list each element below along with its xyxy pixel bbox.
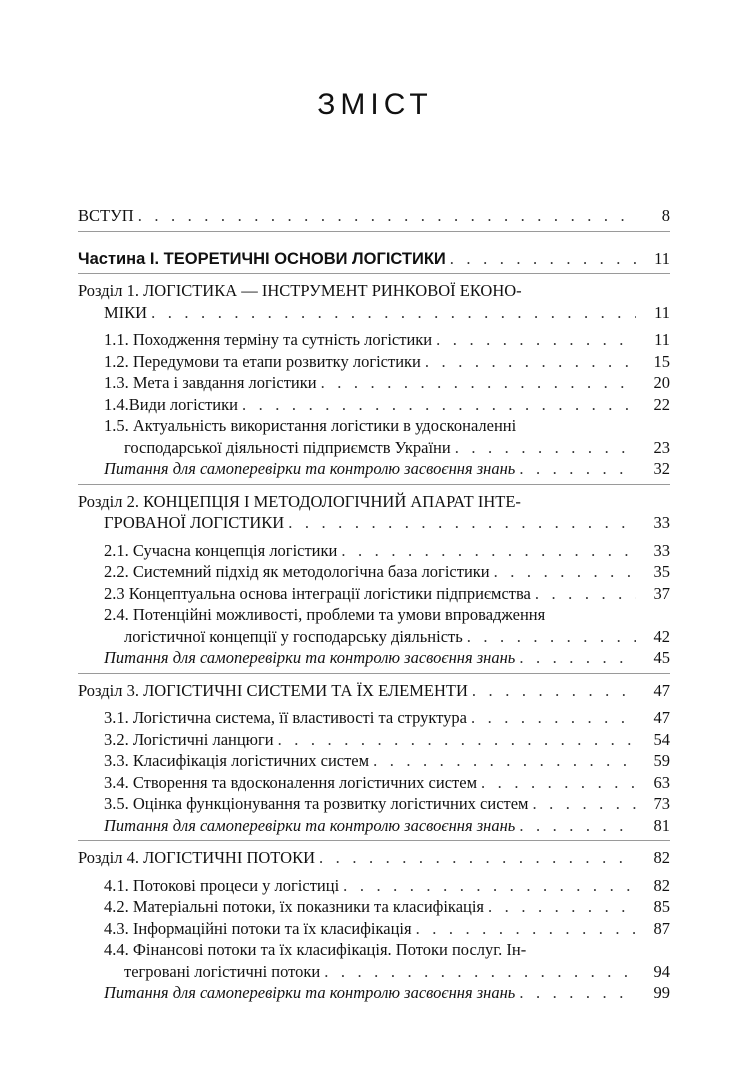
toc-entry-label: ВСТУП	[78, 205, 138, 227]
dot-leader	[519, 647, 636, 669]
divider	[78, 673, 670, 674]
part-heading: Частина І. ТЕОРЕТИЧНІ ОСНОВИ ЛОГІСТИКИ	[78, 249, 450, 271]
dot-leader	[494, 561, 636, 583]
page-number: 23	[636, 437, 670, 459]
page-number: 11	[636, 302, 670, 324]
toc-entry-label: 3.5. Оцінка функціонування та розвитку логістичних систем	[104, 793, 533, 815]
page-number: 81	[636, 815, 670, 837]
page-number: 47	[636, 707, 670, 729]
page-number: 33	[636, 512, 670, 534]
toc-entry-label: 1.3. Мета і завдання логістики	[104, 372, 321, 394]
dot-leader	[450, 248, 636, 270]
toc-entry-label: 1.4.Види логістики	[104, 394, 242, 416]
toc-entry-label: Питання для самоперевірки та контролю засвоєння знань	[104, 458, 519, 480]
toc-entry-label: Питання для самоперевірки та контролю засвоєння знань	[104, 815, 519, 837]
toc-entry-intro[interactable]	[78, 205, 670, 227]
toc-entry-label: 2.1. Сучасна концепція логістики	[104, 540, 341, 562]
dot-leader	[343, 875, 636, 897]
divider	[78, 231, 670, 232]
toc-entry-4-3[interactable]	[78, 918, 670, 940]
page-number: 59	[636, 750, 670, 772]
toc-entry-1-2[interactable]	[78, 351, 670, 373]
toc-entry-label: Питання для самоперевірки та контролю засвоєння знань	[104, 982, 519, 1004]
toc-entry-4-1[interactable]	[78, 875, 670, 897]
toc-entry-3-1[interactable]	[78, 707, 670, 729]
toc-entry-label: 4.2. Матеріальні потоки, їх показники та класифікація	[104, 896, 488, 918]
toc-entry-label: 3.1. Логістична система, її властивості та структура	[104, 707, 471, 729]
toc-entry-1-4[interactable]	[78, 394, 670, 416]
toc-entry-label: 1.1. Походження терміну та сутність логістики	[104, 329, 436, 351]
page-number: 37	[636, 583, 670, 605]
dot-leader	[481, 772, 636, 794]
toc-entry-4-2[interactable]	[78, 896, 670, 918]
toc-entry-2-4[interactable]: 2.4. Потенційні можливості, проблеми та умови впровадження	[104, 605, 546, 624]
toc-entry-3-2[interactable]	[78, 729, 670, 751]
dot-leader	[278, 729, 636, 751]
dot-leader	[467, 626, 636, 648]
page-number: 54	[636, 729, 670, 751]
dot-leader	[455, 437, 636, 459]
toc-entry-chapter-2[interactable]	[78, 512, 670, 534]
chapter-heading-2[interactable]: Розділ 2. КОНЦЕПЦІЯ І МЕТОДОЛОГІЧНИЙ АПАРАТ ІНТЕ-	[78, 491, 521, 511]
toc-entry-4-4[interactable]: 4.4. Фінансові потоки та їх класифікація. Потоки послуг. Ін-	[104, 940, 527, 959]
dot-leader	[535, 583, 636, 605]
divider	[78, 273, 670, 274]
divider	[78, 484, 670, 485]
dot-leader	[436, 329, 636, 351]
toc-entry-label: 3.3. Класифікація логістичних систем	[104, 750, 373, 772]
dot-leader	[533, 793, 637, 815]
toc-entry-label: господарської діяльності підприємств України	[124, 437, 455, 459]
toc-entry-2-4-continuation[interactable]	[78, 626, 670, 648]
page-number: 47	[636, 680, 670, 702]
dot-leader	[341, 540, 636, 562]
page-number: 35	[636, 561, 670, 583]
toc-entry-label: 3.2. Логістичні ланцюги	[104, 729, 278, 751]
dot-leader	[472, 680, 636, 702]
toc-entry-chapter-1[interactable]	[78, 302, 670, 324]
toc-entry-1-1[interactable]	[78, 329, 670, 351]
dot-leader	[321, 372, 636, 394]
dot-leader	[471, 707, 636, 729]
toc-entry-3-4[interactable]	[78, 772, 670, 794]
dot-leader	[138, 205, 636, 227]
toc-entry-label: 1.2. Передумови та етапи розвитку логістики	[104, 351, 425, 373]
toc-entry-chapter-4[interactable]	[78, 847, 670, 869]
page-title: ЗМІСТ	[317, 88, 433, 121]
toc-entry-label: Питання для самоперевірки та контролю засвоєння знань	[104, 647, 519, 669]
dot-leader	[519, 815, 636, 837]
dot-leader	[288, 512, 636, 534]
chapter-heading-3: Розділ 3. ЛОГІСТИЧНІ СИСТЕМИ ТА ЇХ ЕЛЕМЕНТИ	[78, 680, 472, 702]
table-of-contents	[78, 205, 670, 1004]
page-number: 94	[636, 961, 670, 983]
page-number: 32	[636, 458, 670, 480]
page-number: 63	[636, 772, 670, 794]
toc-entry-3-5[interactable]	[78, 793, 670, 815]
chapter-heading-4: Розділ 4. ЛОГІСТИЧНІ ПОТОКИ	[78, 847, 319, 869]
toc-entry-label: тегровані логістичні потоки	[124, 961, 324, 983]
toc-entry-1-3[interactable]	[78, 372, 670, 394]
dot-leader	[416, 918, 636, 940]
toc-entry-2-3[interactable]	[78, 583, 670, 605]
toc-entry-1-5[interactable]: 1.5. Актуальність використання логістики в удосконаленні	[104, 416, 517, 435]
dot-leader	[151, 302, 636, 324]
toc-entry-2-1[interactable]	[78, 540, 670, 562]
toc-entry-label: 4.3. Інформаційні потоки та їх класифікація	[104, 918, 416, 940]
page-number: 11	[636, 329, 670, 351]
page-number: 82	[636, 875, 670, 897]
page-number: 82	[636, 847, 670, 869]
page-number: 11	[636, 248, 670, 270]
toc-entry-label: логістичної концепції у господарську діяльність	[124, 626, 467, 648]
toc-entry-questions-3[interactable]	[78, 815, 670, 837]
toc-entry-3-3[interactable]	[78, 750, 670, 772]
toc-entry-questions-2[interactable]	[78, 647, 670, 669]
dot-leader	[488, 896, 636, 918]
toc-entry-label: 2.3 Концептуальна основа інтеграції логістики підприємства	[104, 583, 535, 605]
page-number: 15	[636, 351, 670, 373]
dot-leader	[324, 961, 636, 983]
page-number: 8	[636, 205, 670, 227]
toc-entry-part-1[interactable]	[78, 248, 670, 270]
dot-leader	[373, 750, 636, 772]
toc-entry-label: 4.1. Потокові процеси у логістиці	[104, 875, 343, 897]
chapter-heading-continuation: МІКИ	[78, 302, 151, 324]
toc-entry-4-4-continuation[interactable]	[78, 961, 670, 983]
page-number: 73	[636, 793, 670, 815]
toc-entry-questions-1[interactable]	[78, 458, 670, 480]
dot-leader	[319, 847, 636, 869]
page-number: 42	[636, 626, 670, 648]
page-number: 99	[636, 982, 670, 1004]
page-number: 22	[636, 394, 670, 416]
dot-leader	[425, 351, 636, 373]
dot-leader	[519, 458, 636, 480]
toc-entry-1-5-continuation[interactable]	[78, 437, 670, 459]
dot-leader	[519, 982, 636, 1004]
page-number: 45	[636, 647, 670, 669]
page-number: 20	[636, 372, 670, 394]
page-number: 87	[636, 918, 670, 940]
toc-entry-label: 2.2. Системний підхід як методологічна база логістики	[104, 561, 494, 583]
toc-entry-chapter-3[interactable]	[78, 680, 670, 702]
toc-entry-label: 3.4. Створення та вдосконалення логістичних систем	[104, 772, 481, 794]
chapter-heading-1[interactable]: Розділ 1. ЛОГІСТИКА — ІНСТРУМЕНТ РИНКОВОЇ ЕКОНО-	[78, 281, 522, 300]
divider	[78, 840, 670, 841]
dot-leader	[242, 394, 636, 416]
page-number: 85	[636, 896, 670, 918]
toc-entry-questions-4[interactable]	[78, 982, 670, 1004]
page-number: 33	[636, 540, 670, 562]
toc-entry-2-2[interactable]	[78, 561, 670, 583]
chapter-heading-continuation: ГРОВАНОЇ ЛОГІСТИКИ	[78, 512, 288, 534]
